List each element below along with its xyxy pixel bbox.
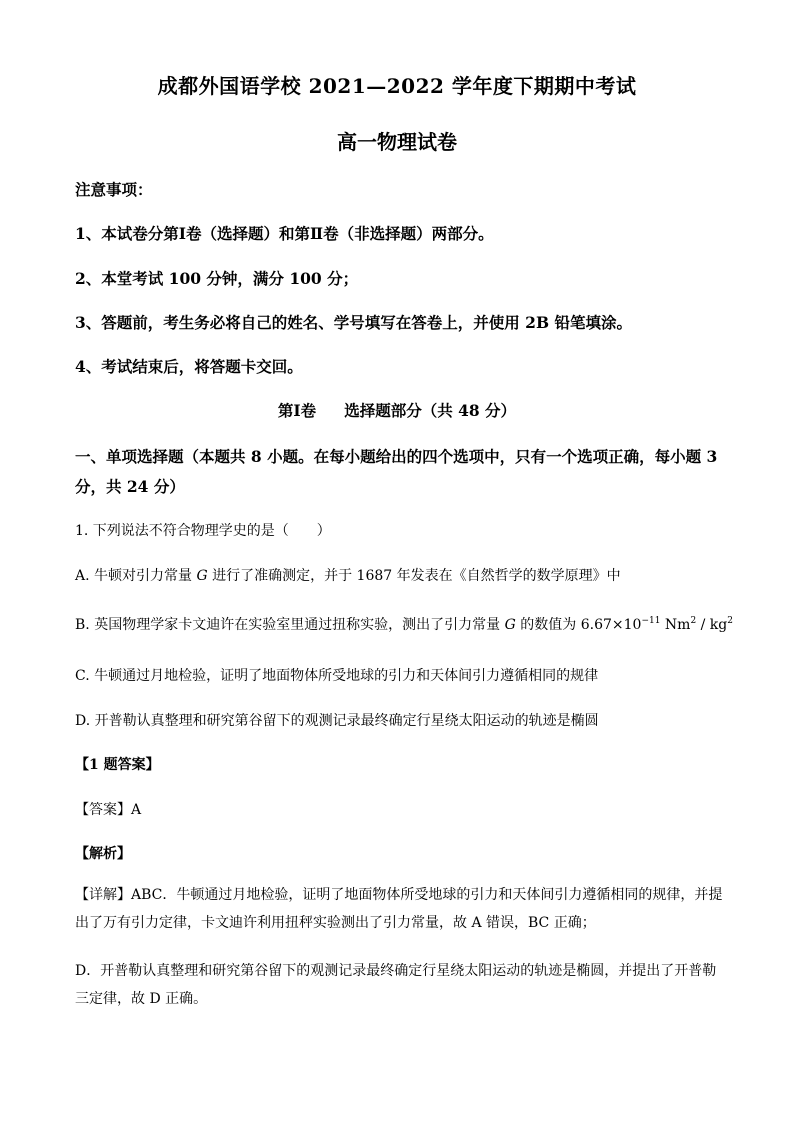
question-1-stem: 1. 下列说法不符合物理学史的是（ ） [75,523,331,539]
option-a-var: G [196,568,208,584]
section-name: 选择题部分（共 48 分） [344,401,517,420]
option-b-text-mid: 的数值为 6.67×10 [515,617,642,633]
answer-line: 【答案】A [75,802,142,818]
note-item-1: 1、本试卷分第Ⅰ卷（选择题）和第Ⅱ卷（非选择题）两部分。 [75,224,494,243]
notes-heading: 注意事项： [75,180,153,199]
option-b-exponent: −11 [641,616,661,626]
question-1-option-d: D. 开普勒认真整理和研究第谷留下的观测记录最终确定行星绕太阳运动的轨迹是椭圆 [75,713,599,729]
analysis-tag: 【解析】 [75,846,131,862]
question-1-option-a [75,565,621,585]
note-item-4: 4、考试结束后，将答题卡交回。 [75,357,303,376]
part-one-heading-line1: 一、单项选择题（本题共 8 小题。在每小题给出的四个选项中，只有一个选项正确，每小题 3 [75,447,718,466]
option-b-exponent-3: 2 [727,616,733,626]
option-a-text-pre: A. 牛顿对引力常量 [75,568,197,584]
option-b-unit: Nm [660,617,691,633]
detail-paragraph-d: D．开普勒认真整理和研究第谷留下的观测记录最终确定行星绕太阳运动的轨迹是椭圆，并提出了开普勒三定律，故 D 正确。 [75,963,717,1007]
option-b-exponent-2: 2 [690,616,697,626]
exam-title: 成都外国语学校 2021—2022 学年度下期期中考试 [157,74,637,98]
question-1-option-b [75,614,733,634]
section-part: 第Ⅰ卷 [277,401,317,420]
option-b-text-pre: B. 英国物理学家卡文迪许在实验室里通过扭称实验，测出了引力常量 [75,617,505,633]
part-one-heading-line2: 分，共 24 分） [75,477,185,496]
exam-subtitle: 高一物理试卷 [337,130,457,154]
option-b-var: G [504,617,516,633]
note-item-3: 3、答题前，考生务必将自己的姓名、学号填写在答卷上，并使用 2B 铅笔填涂。 [75,313,632,332]
option-a-text-post: 进行了准确测定，并于 1687 年发表在《自然哲学的数学原理》中 [207,568,621,584]
question-1-option-c: C. 牛顿通过月地检验，证明了地面物体所受地球的引力和天体间引力遵循相同的规律 [75,668,599,684]
option-b-unit-2: / kg [696,617,728,633]
detail-paragraph: 【详解】ABC．牛顿通过月地检验，证明了地面物体所受地球的引力和天体间引力遵循相同的规律，并提出了万有引力定律，卡文迪许利用扭秤实验测出了引力常量，故 A 错误，BC 正确； [75,887,723,931]
note-item-2: 2、本堂考试 100 分钟，满分 100 分； [75,269,359,288]
answer-tag: 【1 题答案】 [75,757,160,773]
section-title [0,399,794,421]
